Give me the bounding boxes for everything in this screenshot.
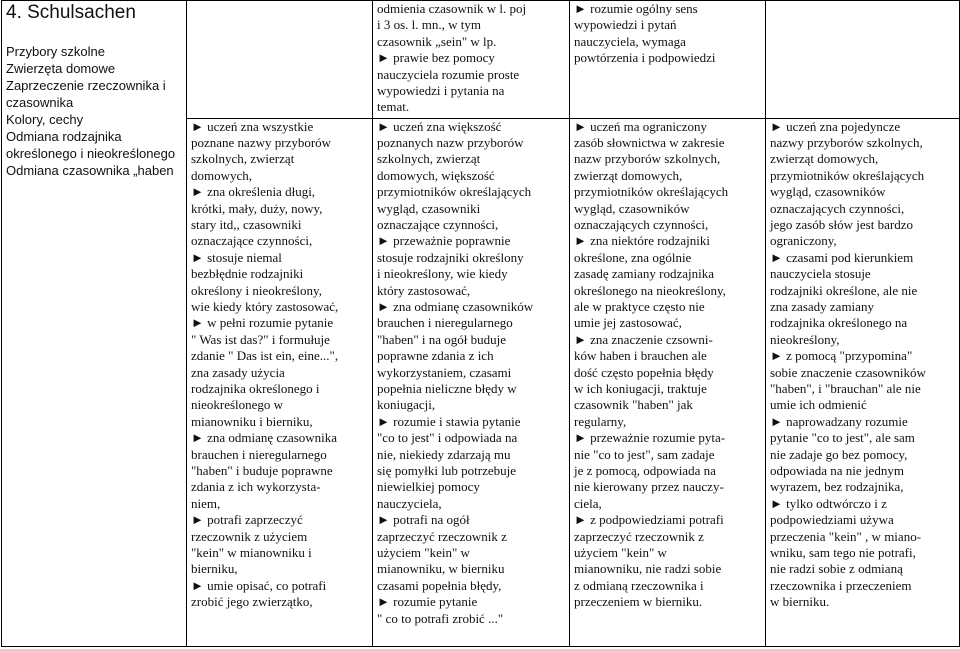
table-row bbox=[2, 1, 960, 119]
table-cell bbox=[373, 118, 570, 647]
cell-text: ► uczeń ma ograniczony zasób słownictwa w zakresie nazw przyborów szkolnych, zwierząt domowych, przymiotników określających wygląd, czasowników oznaczających czynności, ► zna niektóre rodzajniki określone, zna ogólnie zasadę zamiany rodzajnika określonego na nieokreślony, ale w praktyce często nie umie jej zastosować, ► zna znaczenie czsowni- ków haben i brauchen ale dość często popełnia błędy w ich koniugacji, traktuje czasownik "haben" jak regularny, ► przeważnie rozumie pyta- nie "co to jest", sam zadaje je z pomocą, odpowiada na nie kierowany przez nauczy- ciela, ► z podpowiedziami potrafi zaprzeczyć rzeczownik z użyciem "kein" w mianowniku, nie radzi sobie z odmianą rzeczownika i przeczeniem w bierniku. bbox=[574, 118, 729, 610]
table-cell bbox=[766, 118, 960, 647]
table-cell bbox=[373, 1, 570, 119]
topic-title: 4. Schulsachen bbox=[6, 2, 136, 23]
table-cell bbox=[570, 1, 766, 119]
cell-text: ► uczeń zna pojedyncze nazwy przyborów szkolnych, zwierząt domowych, przymiotników określających wygląd, czasowników oznaczających czynności, jego zasób słów jest bardzo ograniczony, ► czasami pod kierunkiem nauczyciela stosuje rodzajniki określone, ale nie zna zasady zamiany rodzajnika określonego na nieokreślony, ► z pomocą "przypomina" sobie znaczenie czasowników "haben", i "brauchan" ale nie umie ich odmienić ► naprowadzany rozumie pytanie "co to jest", ale sam nie zadaje go bez pomocy, odpowiada na nie jednym wyrazem, bez rodzajnika, ► tylko odtwórczo i z podpowiedziami używa przeczenia "kein" , w miano- wniku, sam tego nie potrafi, nie radzi sobie z odmianą rzeczownika i przeczeniem w bierniku. bbox=[770, 118, 926, 610]
cell-text: ► rozumie ogólny sens wypowiedzi i pytań nauczyciela, wymaga powtórzenia i podpowiedzi bbox=[574, 1, 716, 66]
topic-item: Przybory szkolne bbox=[6, 44, 105, 59]
table-cell bbox=[570, 118, 766, 647]
topic-item: Zwierzęta domowe bbox=[6, 61, 116, 76]
topic-item: określonego i nieokreślonego bbox=[6, 146, 176, 161]
topic-list bbox=[6, 43, 183, 179]
topic-item: czasownika bbox=[6, 95, 74, 110]
topic-item: Odmiana czasownika „haben bbox=[6, 163, 174, 178]
topic-item: Odmiana rodzajnika bbox=[6, 129, 122, 144]
topic-item: Zaprzeczenie rzeczownika i bbox=[6, 78, 166, 93]
topic-cell bbox=[2, 1, 187, 647]
criteria-table bbox=[1, 0, 960, 647]
cell-text: ► uczeń zna większość poznanych nazw przyborów szkolnych, zwierząt domowych, większość przymiotników określających wygląd, czasowniki oznaczające czynności, ► przeważnie poprawnie stosuje rodzajniki określony i nieokreślony, wie kiedy który zastosować, ► zna odmianę czasowników brauchen i nieregularnego "haben" i na ogół buduje poprawne zdania z ich wykorzystaniem, czasami popełnia nieliczne błędy w koniugacji, ► rozumie i stawia pytanie "co to jest" i odpowiada na nie, niekiedy zdarzają mu się pomyłki lub potrzebuje niewielkiej pomocy nauczyciela, ► potrafi na ogół zaprzeczyć rzeczownik z użyciem "kein" w mianowniku, w bierniku czasami popełnia błędy, ► rozumie pytanie " co to potrafi zrobić ..." bbox=[377, 118, 534, 626]
table-cell bbox=[187, 118, 373, 647]
cell-text: ► uczeń zna wszystkie poznane nazwy przyborów szkolnych, zwierząt domowych, ► zna określenia długi, krótki, mały, duży, nowy, stary itd,, czasowniki oznaczające czynności, ► stosuje niemal bezbłędnie rodzajniki określony i nieokreślony, wie kiedy który zastosować, ► w pełni rozumie pytanie " Was ist das?" i formułuje zdanie " Das ist ein, eine...", zna zasady użycia rodzajnika określonego i nieokreślonego w mianowniku i bierniku, ► zna odmianę czasownika brauchen i nieregularnego "haben" i buduje poprawne zdania z ich wykorzysta- niem, ► potrafi zaprzeczyć rzeczownik z użyciem "kein" w mianowniku i bierniku, ► umie opisać, co potrafi zrobić jego zwierzątko, bbox=[191, 118, 339, 610]
topic-item: Kolory, cechy bbox=[6, 112, 84, 127]
empty-cell bbox=[766, 1, 960, 119]
cell-text: odmienia czasownik w l. poj i 3 os. l. mn., w tym czasownik „sein" w lp. ► prawie bez pomocy nauczyciela rozumie proste wypowiedzi i pytania na temat. bbox=[377, 1, 527, 115]
empty-cell bbox=[187, 1, 373, 119]
